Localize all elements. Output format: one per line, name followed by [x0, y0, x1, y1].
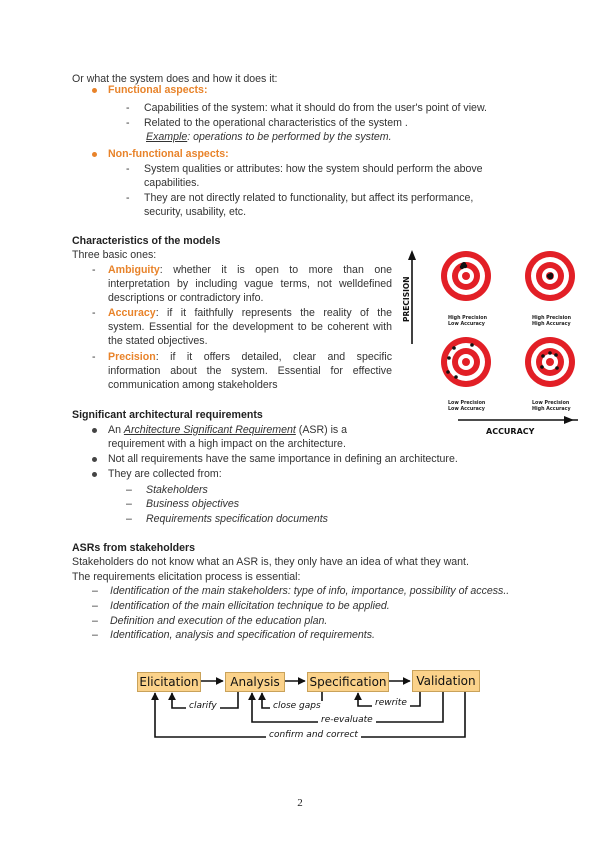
bullet-functional [92, 88, 97, 93]
accuracy-line1 [108, 306, 392, 320]
y-axis-arrow-icon [408, 250, 416, 260]
x-axis-arrow-icon [564, 416, 574, 424]
label-close-gaps: close gaps [270, 701, 324, 711]
ambiguity-term: Ambiguity [108, 264, 160, 276]
stakeholders-item-1: Identification of the main stakeholders: type of info, importance, possibility of access.. [110, 585, 510, 597]
characteristics-intro: Three basic ones: [72, 249, 157, 261]
bullet-nonfunctional [92, 152, 97, 157]
dash: – [92, 585, 98, 597]
q3-line2: Low Accuracy [448, 407, 485, 412]
label-confirm-and-correct: confirm and correct [266, 730, 361, 740]
q2-line2: High Accuracy [532, 322, 571, 327]
asr-bullet-2: Not all requirements have the same importance in defining an architecture. [108, 453, 458, 465]
ambiguity-line2: interpretation by including vague terms, not welldefined [108, 278, 392, 290]
stakeholders-item-2: Identification of the main ellicitation technique to be applied. [110, 600, 390, 612]
asr-bullet-1-line2: requirement with a high impact on the architecture. [108, 438, 346, 450]
bullet [92, 472, 97, 477]
accuracy-precision-figure [398, 244, 578, 436]
ambiguity-line1 [108, 263, 392, 277]
bullet [92, 457, 97, 462]
accuracy-line3: the stated objectives. [108, 335, 208, 347]
stakeholders-line2: The requirements elicitation process is essential: [72, 571, 301, 583]
asr-source-2: Business objectives [146, 498, 240, 510]
page-number: 2 [297, 797, 303, 809]
ambiguity-line3: descriptions or contradictory info. [108, 292, 264, 304]
dash: – [92, 615, 98, 627]
dash: – [92, 629, 98, 641]
precision-line2: information about the system. Essential for effective [108, 365, 392, 377]
target-low-precision-low-accuracy [441, 337, 491, 387]
functional-item-2: Related to the operational characteristics of the system . [144, 117, 408, 129]
precision-text: : if it offers detailed, clear and specific [155, 351, 392, 363]
step-specification: Specification [307, 672, 389, 692]
target-low-precision-high-accuracy [525, 337, 575, 387]
dash: – [126, 513, 132, 525]
functional-example [146, 130, 392, 144]
x-axis-label: ACCURACY [486, 427, 535, 436]
dash: – [126, 484, 132, 496]
accuracy-line2: system. Essential for the development to be coherent with [108, 321, 392, 333]
example-text: : operations to be performed by the system. [187, 131, 392, 143]
functional-item-1: Capabilities of the system: what it should do from the user's point of view. [144, 102, 487, 114]
dash: - [92, 351, 96, 363]
nonfunctional-item1-line2: capabilities. [144, 177, 200, 189]
q4-line1: Low Precision [532, 401, 570, 406]
asr-source-1: Stakeholders [146, 484, 208, 496]
stakeholders-item-3: Definition and execution of the education plan. [110, 615, 328, 627]
q3-line1: Low Precision [448, 401, 486, 406]
bullet [92, 428, 97, 433]
ambiguity-text: : whether it is open to more than one [159, 264, 392, 276]
asr-bullet-3: They are collected from: [108, 468, 222, 480]
accuracy-term: Accuracy [108, 307, 156, 319]
example-label: Example [146, 131, 188, 143]
target-high-precision-low-accuracy [441, 251, 491, 301]
q4-line2: High Accuracy [532, 407, 571, 412]
y-axis-label: PRECISION [402, 276, 411, 322]
dash: - [126, 163, 130, 175]
step-analysis: Analysis [225, 672, 285, 692]
q1-line1: High Precision [448, 316, 488, 321]
stakeholders-item-4: Identification, analysis and specification of requirements. [110, 629, 375, 641]
intro-text: Or what the system does and how it does it: [72, 73, 278, 85]
nonfunctional-item2-line1: They are not directly related to functionality, but affect its performance, [144, 192, 474, 204]
target-high-precision-high-accuracy [525, 251, 575, 301]
dash: – [126, 498, 132, 510]
nonfunctional-item2-line2: security, usability, etc. [144, 206, 247, 218]
step-validation: Validation [412, 670, 480, 692]
q1-line2: Low Accuracy [448, 322, 485, 327]
asr-bullet-1 [108, 423, 347, 437]
asr-b1-suffix: (ASR) is a [295, 424, 348, 436]
dash: – [92, 600, 98, 612]
asr-link[interactable]: Architecture Significant Requirement [123, 424, 296, 436]
dash: - [126, 117, 130, 129]
asr-b1-prefix: An [108, 424, 124, 436]
asr-source-3: Requirements specification documents [146, 513, 328, 525]
step-elicitation: Elicitation [137, 672, 201, 692]
dash: - [126, 102, 130, 114]
label-clarify: clarify [186, 701, 220, 711]
stakeholders-line1: Stakeholders do not know what an ASR is, they only have an idea of what they want. [72, 556, 469, 568]
nonfunctional-heading: Non-functional aspects: [108, 148, 229, 160]
stakeholders-title: ASRs from stakeholders [72, 542, 196, 554]
precision-line3: communication among stakeholders [108, 379, 278, 391]
nonfunctional-item1-line1: System qualities or attributes: how the system should perform the above [144, 163, 483, 175]
precision-line1 [108, 350, 392, 364]
dash: - [92, 264, 96, 276]
precision-term: Precision [108, 351, 156, 363]
dash: - [126, 192, 130, 204]
label-re-evaluate: re-evaluate [318, 715, 376, 725]
functional-heading: Functional aspects: [108, 84, 208, 96]
characteristics-title: Characteristics of the models [72, 235, 221, 247]
label-rewrite: rewrite [372, 698, 410, 708]
asr-title: Significant architectural requirements [72, 409, 263, 421]
dash: - [92, 307, 96, 319]
accuracy-text: : if it faithfully represents the reality of the [155, 307, 392, 319]
q2-line1: High Precision [532, 316, 572, 321]
